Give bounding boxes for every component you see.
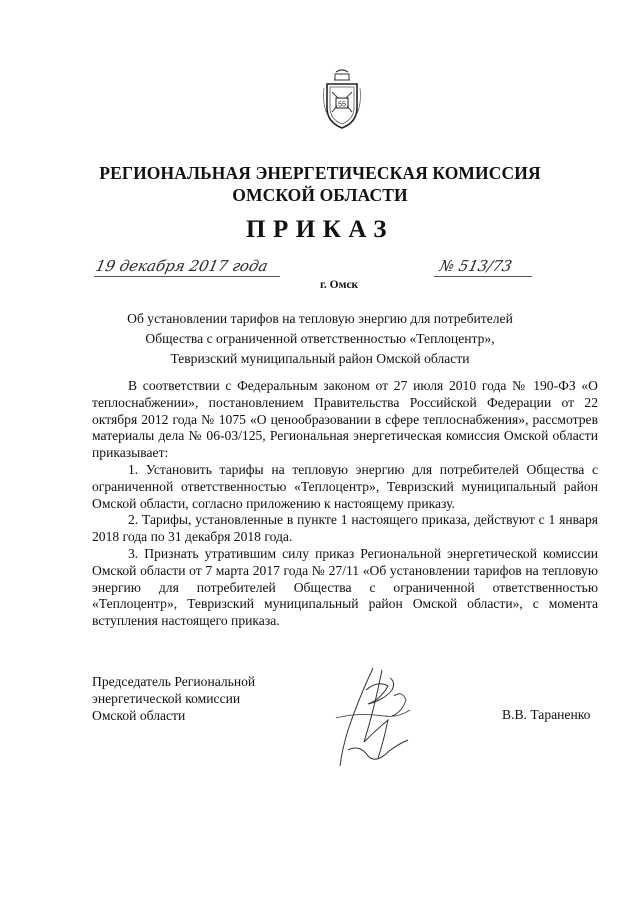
subject-line: Общества с ограниченной ответственностью «Теплоцентр», xyxy=(145,331,495,346)
organization-name-line1: РЕГИОНАЛЬНАЯ ЭНЕРГЕТИЧЕСКАЯ КОМИССИЯ xyxy=(99,163,541,183)
signatory-position xyxy=(92,673,255,724)
city-label: г. Омск xyxy=(320,279,359,291)
emblem-number: 55 xyxy=(338,101,346,109)
date-underline xyxy=(94,276,280,277)
subject-line: Тевризский муниципальный район Омской области xyxy=(170,351,470,366)
position-line: энергетической комиссии xyxy=(92,691,241,706)
number-underline xyxy=(434,276,532,277)
clause-2-paragraph: 2. Тарифы, установленные в пункте 1 настоящего приказа, действуют с 1 января 2018 года по 31 декабря 2018 года. xyxy=(92,512,598,545)
clause-1-paragraph: 1. Установить тарифы на тепловую энергию для потребителей Общества с ограниченной ответственностью «Теплоцентр», Тевризский муниципальный район Омской области, согласно приложению к настоящему приказу. xyxy=(92,461,598,511)
preamble-paragraph: В соответствии с Федеральным законом от 27 июля 2010 года № 190-ФЗ «О теплоснабжении», постановлением Правительства Российской Федерации от 22 октября 2012 года № 1075 «О ценообразовании в сфере теплоснабжения», рассмотрев материалы дела № 06-03/125, Региональная энергетическая комиссия Омской области приказывает: xyxy=(92,378,598,461)
order-body xyxy=(92,378,598,630)
position-line: Председатель Региональной xyxy=(92,674,256,689)
signatory-name: В.В. Тараненко xyxy=(502,707,591,722)
order-subject xyxy=(120,309,520,369)
handwritten-date: 19 декабря 2017 года xyxy=(94,257,270,275)
handwritten-signature xyxy=(318,660,418,772)
clause-3-paragraph: 3. Признать утратившим силу приказ Региональной энергетической комиссии Омской области от 7 марта 2017 года № 27/11 «Об установлении тарифов на тепловую энергию для потребителей Общества с ограниченной ответственностью «Теплоцентр», Тевризский муниципальный район Омской области», с момента вступления настоящего приказа. xyxy=(92,545,598,629)
position-line: Омской области xyxy=(92,708,186,723)
organization-name-line2: ОМСКОЙ ОБЛАСТИ xyxy=(232,185,408,205)
document-type-title: ПРИКАЗ xyxy=(246,216,394,243)
subject-line: Об установлении тарифов на тепловую энергию для потребителей xyxy=(127,311,513,326)
handwritten-order-number: № 513/73 xyxy=(438,257,514,275)
coat-of-arms-emblem xyxy=(322,68,362,130)
